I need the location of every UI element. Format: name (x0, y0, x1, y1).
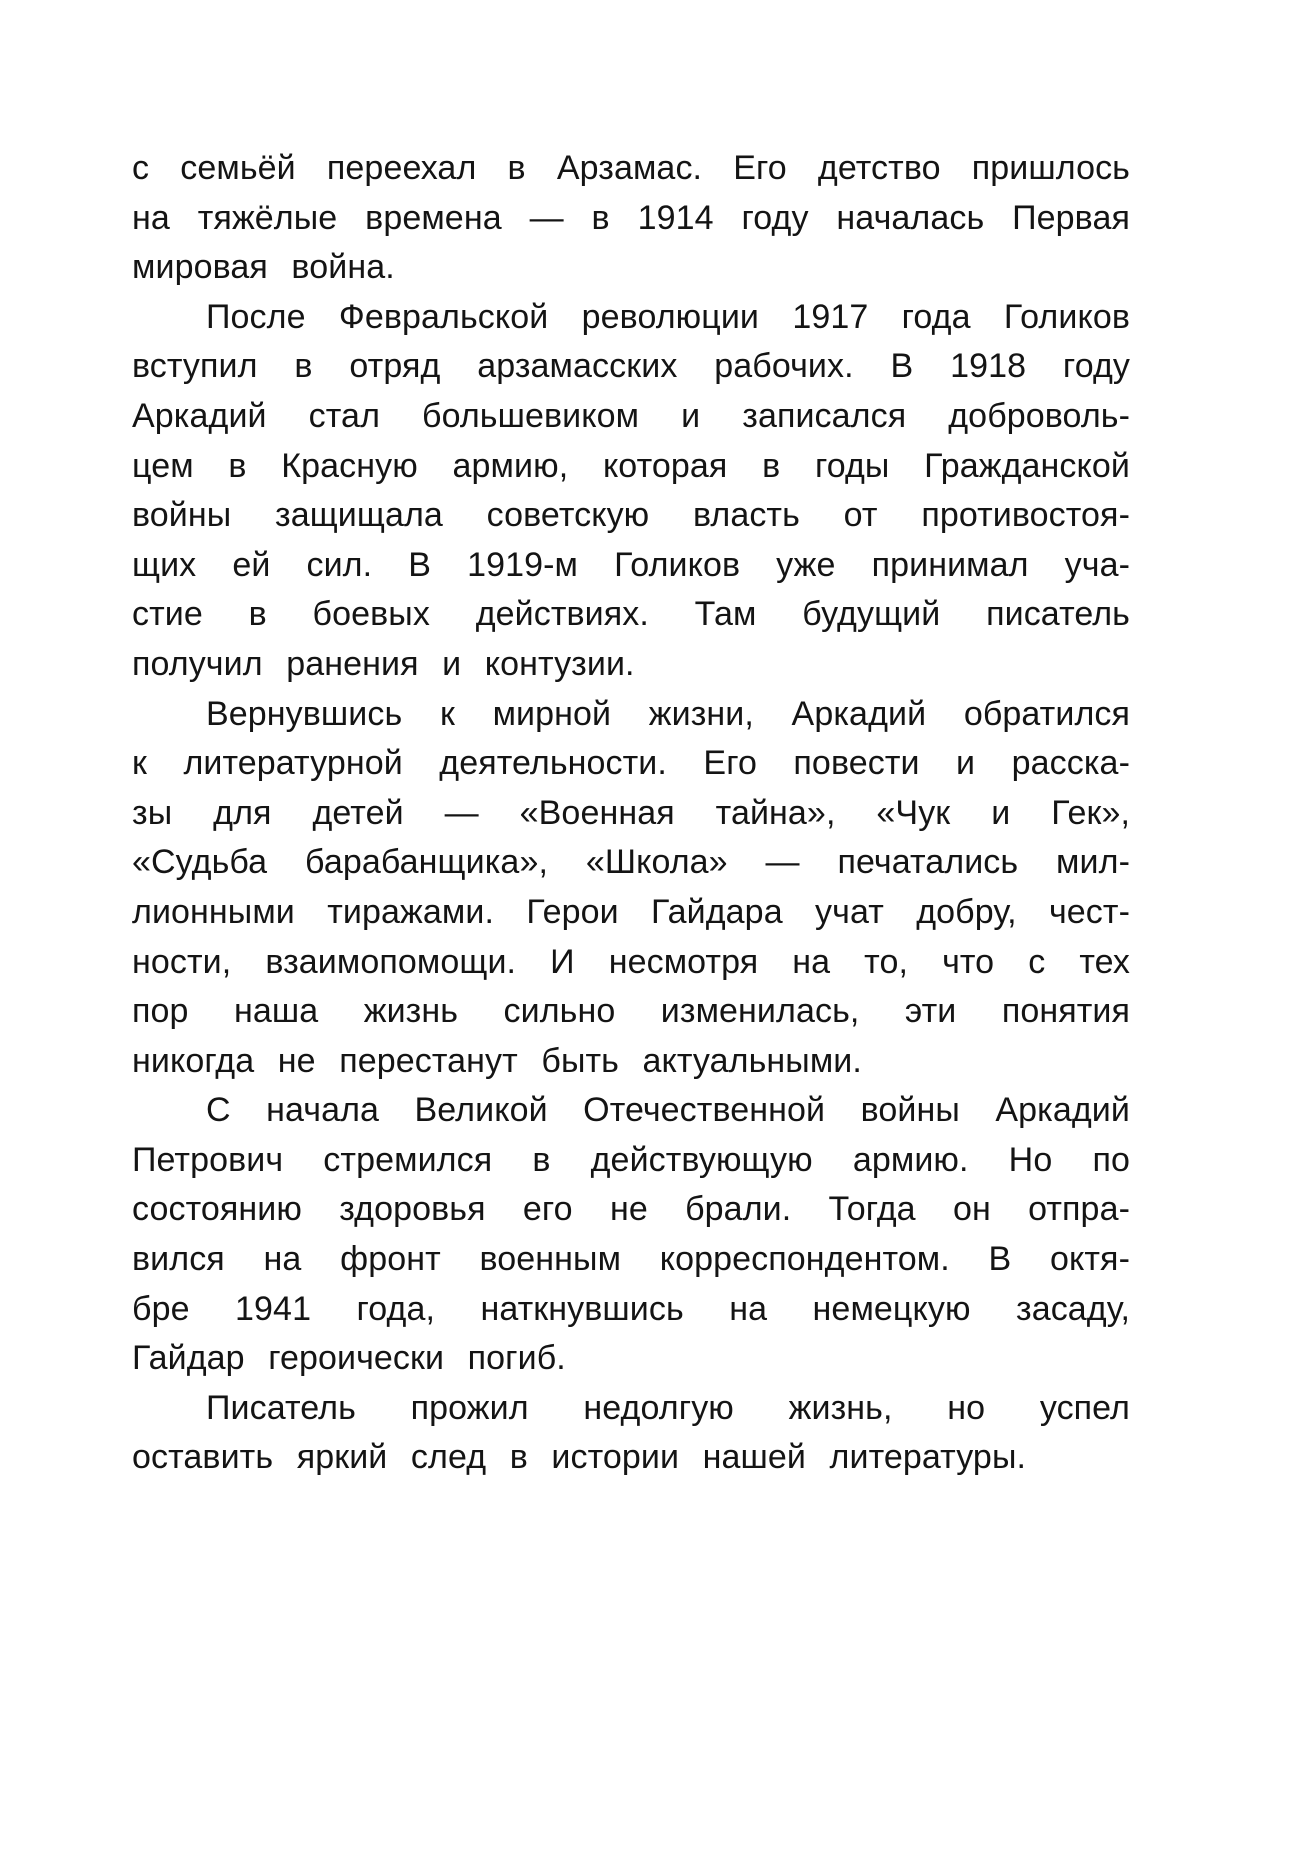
text-line: к литературной деятельности. Его повести и расска- (132, 744, 1130, 783)
text-line: получил ранения и контузии. (132, 644, 635, 683)
text-line: зы для детей — «Военная тайна», «Чук и Гек», (132, 793, 1130, 832)
text-line: никогда не перестанут быть актуальными. (132, 1041, 862, 1080)
text-line: состоянию здоровья его не брали. Тогда он отпра- (132, 1190, 1130, 1229)
text-line: цем в Красную армию, которая в годы Гражданской (132, 446, 1130, 485)
text-line: Петрович стремился в действующую армию. Но по (132, 1140, 1130, 1179)
text-line: щих ей сил. В 1919-м Голиков уже принимал уча- (132, 545, 1130, 584)
text-line: Гайдар героически погиб. (132, 1339, 566, 1378)
text-line: бре 1941 года, наткнувшись на немецкую засаду, (132, 1289, 1130, 1328)
text-line: на тяжёлые времена — в 1914 году началась Первая (132, 198, 1130, 237)
text-line: Аркадий стал большевиком и записался доброволь- (132, 396, 1130, 435)
text-line: лионными тиражами. Герои Гайдара учат добру, чест- (132, 892, 1130, 931)
body-text (132, 144, 1130, 1483)
text-line: вился на фронт военным корреспондентом. В октя- (132, 1240, 1130, 1279)
text-line: «Судьба барабанщика», «Школа» — печатались мил- (132, 843, 1130, 882)
text-line: Писатель прожил недолгую жизнь, но успел (206, 1388, 1130, 1427)
text-line: ности, взаимопомощи. И несмотря на то, что с тех (132, 942, 1130, 981)
paragraph-4 (132, 1086, 1130, 1384)
text-line: После Февральской революции 1917 года Голиков (206, 297, 1130, 336)
text-line: мировая война. (132, 248, 395, 287)
text-line: С начала Великой Отечественной войны Аркадий (206, 1091, 1130, 1130)
text-line: войны защищала советскую власть от противостоя- (132, 496, 1130, 535)
text-line: стие в боевых действиях. Там будущий писатель (132, 595, 1130, 634)
text-line: пор наша жизнь сильно изменилась, эти понятия (132, 992, 1130, 1031)
paragraph-3 (132, 690, 1130, 1087)
paragraph-5 (132, 1384, 1130, 1483)
text-line: с семьёй переехал в Арзамас. Его детство пришлось (132, 149, 1130, 187)
text-line: Вернувшись к мирной жизни, Аркадий обратился (206, 694, 1130, 733)
text-line: вступил в отряд арзамасских рабочих. В 1918 году (132, 347, 1130, 386)
paragraph-2 (132, 293, 1130, 690)
text-line: оставить яркий след в истории нашей литературы. (132, 1438, 1027, 1477)
paragraph-1 (132, 144, 1130, 293)
